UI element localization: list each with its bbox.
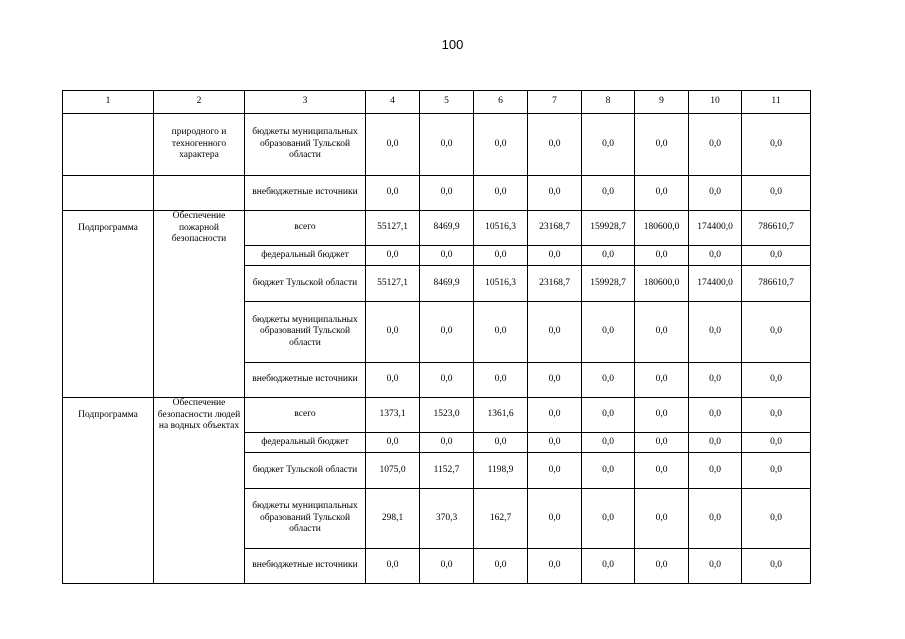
value-cell: 10516,3 — [474, 266, 528, 302]
value-cell: 0,0 — [366, 302, 420, 363]
value-cell: 0,0 — [582, 176, 635, 211]
value-cell: 0,0 — [420, 549, 474, 584]
table-row — [63, 266, 811, 302]
funding-source-cell: федеральный бюджет — [245, 246, 366, 266]
program-name-cell — [154, 176, 245, 211]
table-row — [63, 489, 811, 549]
value-cell: 0,0 — [742, 114, 811, 176]
value-cell: 8469,9 — [420, 266, 474, 302]
value-cell: 0,0 — [366, 114, 420, 176]
budget-table — [62, 90, 811, 584]
header-cell: 8 — [582, 91, 635, 114]
value-cell: 0,0 — [742, 302, 811, 363]
value-cell: 0,0 — [689, 246, 742, 266]
funding-source-cell: всего — [245, 398, 366, 433]
table-row — [63, 211, 811, 246]
row-label-cell — [63, 433, 154, 453]
funding-source-cell: бюджет Тульской области — [245, 453, 366, 489]
funding-source-cell: бюджеты муниципальных образований Тульской области — [245, 114, 366, 176]
row-label-cell — [63, 302, 154, 363]
value-cell: 0,0 — [742, 398, 811, 433]
program-name-cell — [154, 266, 245, 302]
table-row — [63, 114, 811, 176]
value-cell: 0,0 — [582, 489, 635, 549]
value-cell: 0,0 — [582, 549, 635, 584]
value-cell: 0,0 — [742, 176, 811, 211]
page-number: 100 — [441, 37, 464, 52]
row-label-cell: Подпрограмма — [63, 211, 154, 246]
value-cell: 0,0 — [689, 549, 742, 584]
value-cell: 0,0 — [420, 302, 474, 363]
program-name-cell — [154, 363, 245, 398]
value-cell: 0,0 — [528, 549, 582, 584]
value-cell: 174400,0 — [689, 211, 742, 246]
row-label-cell — [63, 489, 154, 549]
table-row — [63, 302, 811, 363]
value-cell: 0,0 — [474, 433, 528, 453]
header-row — [63, 91, 811, 114]
program-name-cell — [154, 433, 245, 453]
table-row — [63, 549, 811, 584]
value-cell: 0,0 — [635, 302, 689, 363]
value-cell: 0,0 — [366, 176, 420, 211]
value-cell: 0,0 — [474, 114, 528, 176]
value-cell: 0,0 — [366, 433, 420, 453]
value-cell: 0,0 — [635, 489, 689, 549]
value-cell: 786610,7 — [742, 211, 811, 246]
value-cell: 786610,7 — [742, 266, 811, 302]
value-cell: 1523,0 — [420, 398, 474, 433]
program-name-cell — [154, 489, 245, 549]
funding-source-cell: внебюджетные источники — [245, 549, 366, 584]
value-cell: 0,0 — [420, 176, 474, 211]
value-cell: 1075,0 — [366, 453, 420, 489]
value-cell: 8469,9 — [420, 211, 474, 246]
value-cell: 0,0 — [420, 246, 474, 266]
header-cell: 7 — [528, 91, 582, 114]
value-cell: 0,0 — [528, 246, 582, 266]
table-row — [63, 363, 811, 398]
value-cell: 0,0 — [474, 549, 528, 584]
row-label-cell: Подпрограмма — [63, 398, 154, 433]
value-cell: 0,0 — [474, 246, 528, 266]
header-cell: 1 — [63, 91, 154, 114]
value-cell: 0,0 — [528, 489, 582, 549]
value-cell: 0,0 — [420, 433, 474, 453]
row-label-cell — [63, 266, 154, 302]
value-cell: 0,0 — [582, 433, 635, 453]
table-row — [63, 433, 811, 453]
value-cell: 0,0 — [528, 398, 582, 433]
value-cell: 0,0 — [689, 363, 742, 398]
funding-source-cell: всего — [245, 211, 366, 246]
value-cell: 0,0 — [474, 176, 528, 211]
header-cell: 2 — [154, 91, 245, 114]
program-name-cell: природного и техногенного характера — [154, 114, 245, 176]
value-cell: 0,0 — [582, 114, 635, 176]
program-name-cell: Обеспечение пожарной безопасности — [154, 211, 245, 246]
funding-source-cell: бюджеты муниципальных образований Тульской области — [245, 302, 366, 363]
table-body — [63, 114, 811, 584]
value-cell: 0,0 — [635, 363, 689, 398]
value-cell: 0,0 — [635, 549, 689, 584]
value-cell: 0,0 — [635, 398, 689, 433]
value-cell: 0,0 — [420, 363, 474, 398]
funding-source-cell: внебюджетные источники — [245, 176, 366, 211]
value-cell: 0,0 — [528, 363, 582, 398]
program-name-cell — [154, 453, 245, 489]
program-name-cell — [154, 246, 245, 266]
value-cell: 162,7 — [474, 489, 528, 549]
value-cell: 0,0 — [742, 489, 811, 549]
header-cell: 3 — [245, 91, 366, 114]
value-cell: 0,0 — [742, 433, 811, 453]
value-cell: 23168,7 — [528, 211, 582, 246]
row-label-cell — [63, 549, 154, 584]
value-cell: 159928,7 — [582, 211, 635, 246]
value-cell: 0,0 — [742, 549, 811, 584]
value-cell: 0,0 — [582, 453, 635, 489]
value-cell: 0,0 — [742, 363, 811, 398]
value-cell: 0,0 — [689, 453, 742, 489]
value-cell: 0,0 — [582, 398, 635, 433]
value-cell: 0,0 — [366, 246, 420, 266]
value-cell: 1373,1 — [366, 398, 420, 433]
value-cell: 159928,7 — [582, 266, 635, 302]
value-cell: 0,0 — [689, 176, 742, 211]
program-name-cell — [154, 302, 245, 363]
table-row — [63, 453, 811, 489]
header-cell: 9 — [635, 91, 689, 114]
value-cell: 0,0 — [689, 114, 742, 176]
header-cell: 10 — [689, 91, 742, 114]
table-row — [63, 398, 811, 433]
table-row — [63, 246, 811, 266]
row-label-cell — [63, 246, 154, 266]
value-cell: 0,0 — [582, 363, 635, 398]
table-row — [63, 176, 811, 211]
value-cell: 0,0 — [689, 398, 742, 433]
value-cell: 0,0 — [635, 246, 689, 266]
value-cell: 0,0 — [528, 453, 582, 489]
value-cell: 0,0 — [366, 549, 420, 584]
header-cell: 4 — [366, 91, 420, 114]
value-cell: 0,0 — [528, 302, 582, 363]
value-cell: 0,0 — [742, 246, 811, 266]
value-cell: 0,0 — [635, 453, 689, 489]
value-cell: 0,0 — [689, 302, 742, 363]
value-cell: 55127,1 — [366, 211, 420, 246]
value-cell: 180600,0 — [635, 211, 689, 246]
value-cell: 0,0 — [635, 433, 689, 453]
program-name-cell: Обеспечение безопасности людей на водных объектах — [154, 398, 245, 433]
funding-source-cell: бюджет Тульской области — [245, 266, 366, 302]
value-cell: 1361,6 — [474, 398, 528, 433]
value-cell: 370,3 — [420, 489, 474, 549]
funding-source-cell: бюджеты муниципальных образований Тульской области — [245, 489, 366, 549]
value-cell: 180600,0 — [635, 266, 689, 302]
header-cell: 6 — [474, 91, 528, 114]
value-cell: 1198,9 — [474, 453, 528, 489]
header-cell: 5 — [420, 91, 474, 114]
value-cell: 10516,3 — [474, 211, 528, 246]
row-label-cell — [63, 114, 154, 176]
value-cell: 298,1 — [366, 489, 420, 549]
value-cell: 0,0 — [420, 114, 474, 176]
value-cell: 0,0 — [582, 246, 635, 266]
value-cell: 0,0 — [474, 302, 528, 363]
value-cell: 0,0 — [635, 176, 689, 211]
value-cell: 0,0 — [528, 433, 582, 453]
value-cell: 0,0 — [689, 489, 742, 549]
header-cell: 11 — [742, 91, 811, 114]
value-cell: 0,0 — [528, 114, 582, 176]
funding-source-cell: внебюджетные источники — [245, 363, 366, 398]
value-cell: 23168,7 — [528, 266, 582, 302]
value-cell: 0,0 — [366, 363, 420, 398]
value-cell: 174400,0 — [689, 266, 742, 302]
row-label-cell — [63, 453, 154, 489]
value-cell: 1152,7 — [420, 453, 474, 489]
value-cell: 0,0 — [742, 453, 811, 489]
value-cell: 0,0 — [635, 114, 689, 176]
program-name-cell — [154, 549, 245, 584]
row-label-cell — [63, 363, 154, 398]
value-cell: 0,0 — [474, 363, 528, 398]
row-label-cell — [63, 176, 154, 211]
value-cell: 0,0 — [689, 433, 742, 453]
value-cell: 55127,1 — [366, 266, 420, 302]
value-cell: 0,0 — [528, 176, 582, 211]
value-cell: 0,0 — [582, 302, 635, 363]
funding-source-cell: федеральный бюджет — [245, 433, 366, 453]
